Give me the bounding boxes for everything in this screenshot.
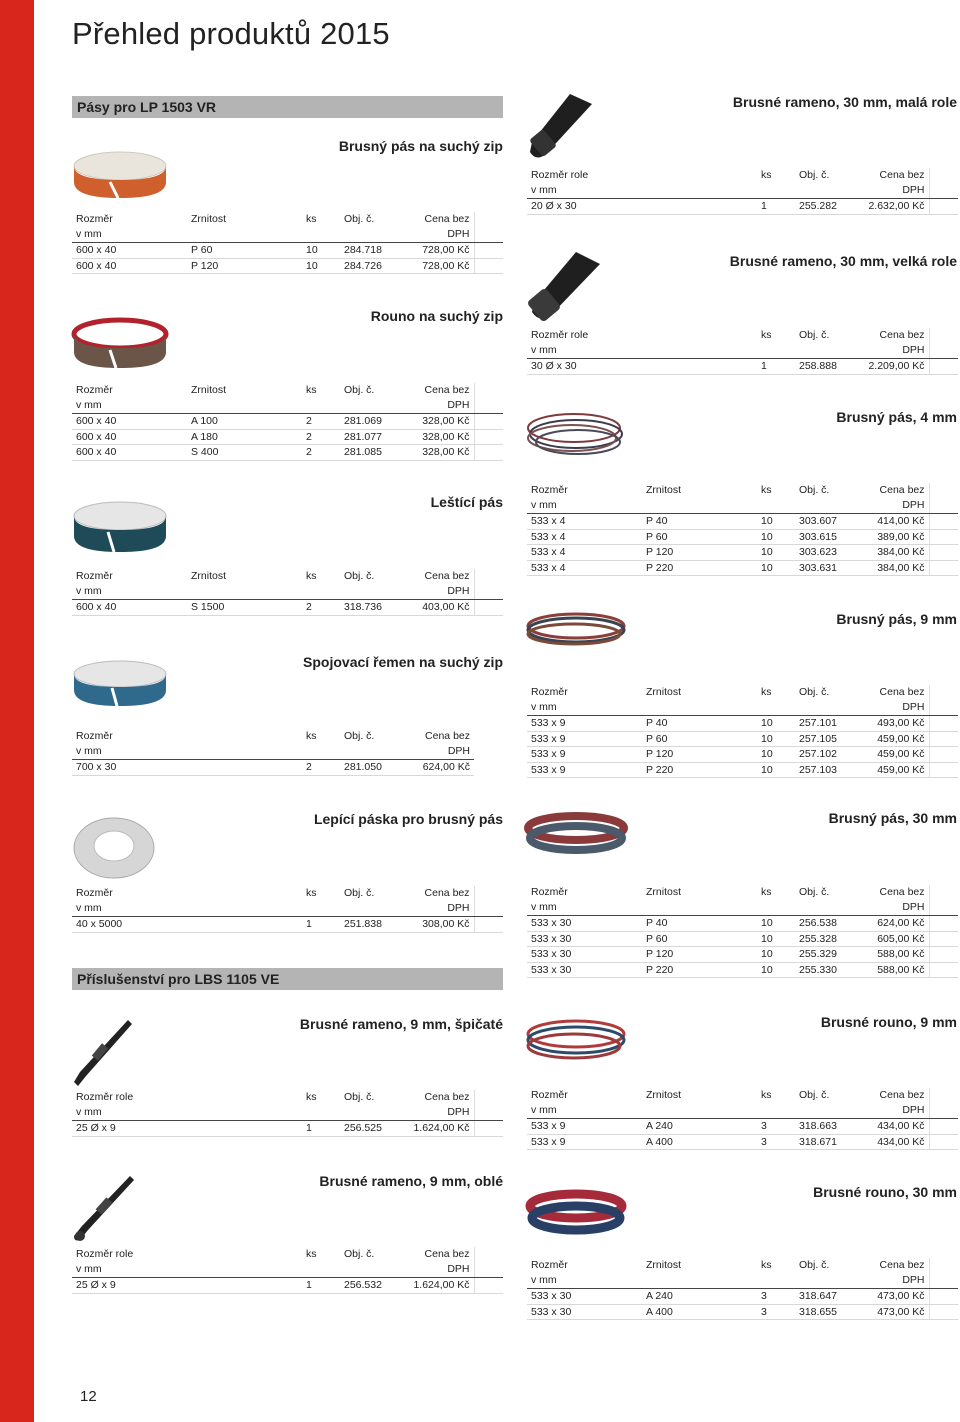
product-table: Rozměr Zrnitost ks Obj. č. Cena bez v mm DPH 600 x 40 A 100 2 281.069 328,00 Kč 600 x 40 A 180 2 281.077 328,00 Kč 600 x 40 S 400 2 281.085 328,00 Kč [72,383,503,461]
table-row: 30 Ø x 30 1 258.888 2.209,00 Kč [527,359,958,375]
table-row: 533 x 30 P 40 10 256.538 624,00 Kč [527,916,958,932]
product-table: Rozměr Zrnitost ks Obj. č. Cena bez v mm DPH 600 x 40 P 60 10 284.718 728,00 Kč 600 x 40 P 120 10 284.726 728,00 Kč [72,212,503,274]
table-row: 533 x 30 A 400 3 318.655 473,00 Kč [527,1304,958,1320]
product-title: Lepící páska pro brusný pás [313,811,503,827]
product-title: Spojovací řemen na suchý zip [303,654,503,670]
table-row: 20 Ø x 30 1 255.282 2.632,00 Kč [527,199,958,215]
section-header-lbs1105: Příslušenství pro LBS 1105 VE [72,968,503,990]
product-title: Brusné rouno, 9 mm [820,1014,957,1030]
table-row: 533 x 30 P 120 10 255.329 588,00 Kč [527,947,958,963]
table-row: 600 x 40 P 60 10 284.718 728,00 Kč [72,243,503,259]
table-row: 600 x 40 P 120 10 284.726 728,00 Kč [72,258,503,274]
page-number: 12 [80,1388,97,1405]
product-table: Rozměr Zrnitost ks Obj. č. Cena bez v mm DPH 533 x 9 A 240 3 318.663 434,00 Kč 533 x 9 A 400 3 318.671 434,00 Kč [527,1088,958,1150]
product-table: Rozměr role ks Obj. č. Cena bez v mm DPH 25 Ø x 9 1 256.532 1.624,00 Kč [72,1247,503,1294]
product-table: Rozměr role ks Obj. č. Cena bez v mm DPH 25 Ø x 9 1 256.525 1.624,00 Kč [72,1090,503,1137]
sanding-arm-small-roll-image [526,92,596,164]
product-title: Brusné rameno, 30 mm, velká role [729,253,957,269]
table-row: 533 x 9 P 40 10 257.101 493,00 Kč [527,716,958,732]
thin-belts-9mm-image [524,606,628,648]
teal-polishing-belt-image [70,492,170,558]
sanding-arm-round-image [70,1172,140,1246]
orange-sanding-belt-image [70,136,170,204]
table-row: 533 x 4 P 40 10 303.607 414,00 Kč [527,514,958,530]
product-title: Brusné rouno, 30 mm [813,1184,957,1200]
table-row: 600 x 40 A 100 2 281.069 328,00 Kč [72,414,503,430]
product-table: Rozměr Zrnitost ks Obj. č. Cena bez v mm DPH 533 x 30 P 40 10 256.538 624,00 Kč 533 x 30 P 60 10 255.328 605,00 Kč 533 x 30 P 120 10 255.329 588,00 Kč 533 x 30 P 220 10 255.330 588,00 Kč [527,885,958,978]
red-sidebar-stripe [0,0,34,1422]
table-row: 533 x 4 P 60 10 303.615 389,00 Kč [527,529,958,545]
table-row: 25 Ø x 9 1 256.532 1.624,00 Kč [72,1278,503,1294]
table-row: 600 x 40 S 400 2 281.085 328,00 Kč [72,445,503,461]
table-row: 533 x 9 P 220 10 257.103 459,00 Kč [527,762,958,778]
section-header-lp1503: Pásy pro LP 1503 VR [72,96,503,118]
table-row: 533 x 9 P 120 10 257.102 459,00 Kč [527,747,958,763]
table-row: 533 x 9 A 400 3 318.671 434,00 Kč [527,1134,958,1150]
product-table: Rozměr role ks Obj. č. Cena bez v mm DPH 20 Ø x 30 1 255.282 2.632,00 Kč [527,168,958,215]
product-table: Rozměr Zrnitost ks Obj. č. Cena bez v mm DPH 600 x 40 S 1500 2 318.736 403,00 Kč [72,569,503,616]
product-table: Rozměr role ks Obj. č. Cena bez v mm DPH 30 Ø x 30 1 258.888 2.209,00 Kč [527,328,958,375]
product-table: Rozměr ks Obj. č. Cena bez v mm DPH 700 x 30 2 281.050 624,00 Kč [72,729,474,776]
product-title: Leštící pás [430,494,503,510]
product-table: Rozměr Zrnitost ks Obj. č. Cena bez v mm DPH 533 x 4 P 40 10 303.607 414,00 Kč 533 x 4 P 60 10 303.615 389,00 Kč 533 x 4 P 120 10 303.623 384,00 Kč 533 x 4 P 220 10 303.631 384,00 Kč [527,483,958,576]
product-title: Brusné rameno, 9 mm, oblé [319,1173,503,1189]
fleece-belts-30mm-image [524,1184,628,1240]
table-row: 533 x 4 P 220 10 303.631 384,00 Kč [527,560,958,576]
product-title: Brusný pás na suchý zip [338,138,503,154]
product-table: Rozměr Zrnitost ks Obj. č. Cena bez v mm DPH 533 x 30 A 240 3 318.647 473,00 Kč 533 x 30 A 400 3 318.655 473,00 Kč [527,1258,958,1320]
fleece-belts-9mm-image [524,1012,628,1068]
table-row: 25 Ø x 9 1 256.525 1.624,00 Kč [72,1121,503,1137]
table-row: 533 x 4 P 120 10 303.623 384,00 Kč [527,545,958,561]
table-row: 600 x 40 A 180 2 281.077 328,00 Kč [72,429,503,445]
sanding-arm-pointed-image [70,1016,140,1090]
table-row: 533 x 9 P 60 10 257.105 459,00 Kč [527,731,958,747]
table-row: 533 x 30 A 240 3 318.647 473,00 Kč [527,1289,958,1305]
table-row: 533 x 30 P 60 10 255.328 605,00 Kč [527,931,958,947]
product-title: Brusné rameno, 30 mm, malá role [732,94,957,110]
product-title: Rouno na suchý zip [370,308,503,324]
sanding-arm-large-roll-image [526,250,606,326]
table-row: 533 x 9 A 240 3 318.663 434,00 Kč [527,1119,958,1135]
belts-30mm-image [524,806,628,862]
red-fleece-belt-image [70,308,170,374]
tape-roll-image [70,810,160,882]
table-row: 600 x 40 S 1500 2 318.736 403,00 Kč [72,600,503,616]
thin-belts-4mm-image [524,404,624,460]
page-title: Přehled produktů 2015 [72,16,390,51]
product-table: Rozměr Zrnitost ks Obj. č. Cena bez v mm DPH 533 x 9 P 40 10 257.101 493,00 Kč 533 x 9 P 60 10 257.105 459,00 Kč 533 x 9 P 120 10 257.102 459,00 Kč 533 x 9 P 220 10 257.103 459,00 Kč [527,685,958,778]
blue-connecting-belt-image [70,654,170,712]
table-row: 533 x 30 P 220 10 255.330 588,00 Kč [527,962,958,978]
product-title: Brusný pás, 4 mm [836,409,957,425]
product-title: Brusný pás, 9 mm [836,611,957,627]
product-title: Brusný pás, 30 mm [828,810,957,826]
product-title: Brusné rameno, 9 mm, špičaté [299,1016,503,1032]
product-table: Rozměr ks Obj. č. Cena bez v mm DPH 40 x 5000 1 251.838 308,00 Kč [72,886,503,933]
table-row: 40 x 5000 1 251.838 308,00 Kč [72,917,503,933]
table-row: 700 x 30 2 281.050 624,00 Kč [72,760,474,776]
